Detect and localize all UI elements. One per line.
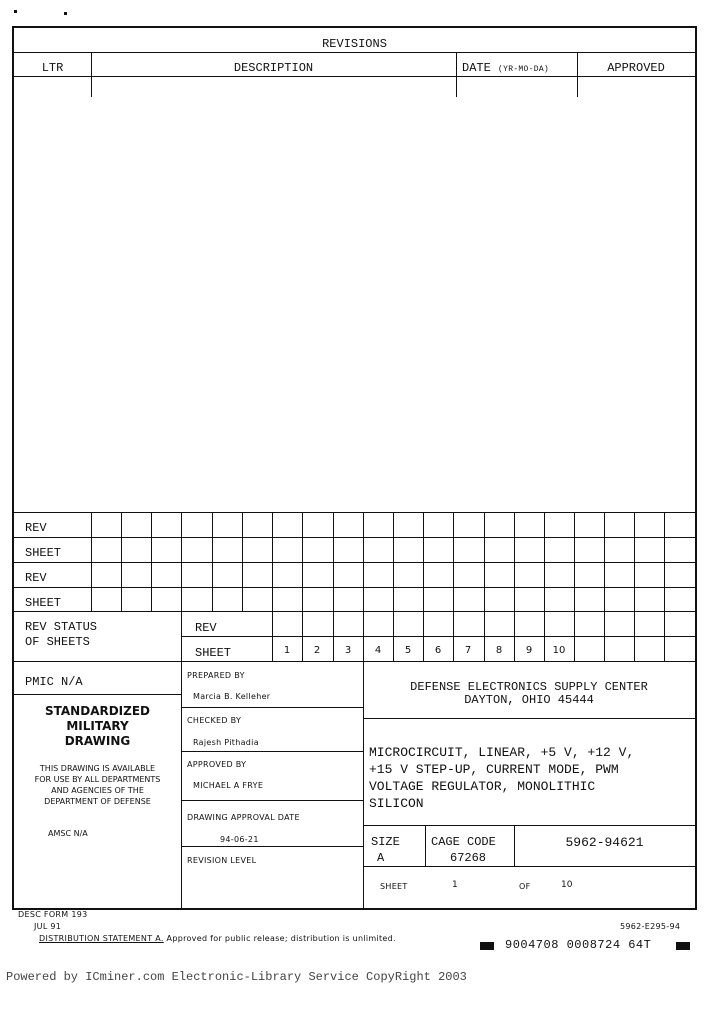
checked-label: CHECKED BY — [187, 716, 242, 725]
col-ltr: LTR — [41, 61, 64, 75]
title-line4: SILICON — [369, 796, 424, 811]
size-label: SIZE — [371, 835, 400, 849]
prepared-name: Marcia B. Kelleher — [193, 692, 271, 701]
standard-title — [14, 704, 181, 749]
agency-line1: DEFENSE ELECTRONICS SUPPLY CENTER — [410, 680, 648, 694]
avail-line2: FOR USE BY ALL DEPARTMENTS — [34, 775, 161, 784]
sheet-number: 7 — [464, 645, 472, 656]
sheet-value: 1 — [452, 880, 458, 890]
avail-line3: AND AGENCIES OF THE — [51, 786, 144, 795]
grid-row-label-sheet-2: SHEET — [25, 596, 62, 610]
sheet-number: 5 — [404, 645, 412, 656]
grid-row-label-rev-1: REV — [25, 521, 47, 535]
standard-title-line1: STANDARDIZED — [45, 704, 150, 718]
checked-name: Rajesh Pithadia — [193, 738, 259, 747]
sheet-number: 2 — [313, 645, 321, 656]
sheet-number: 8 — [495, 645, 503, 656]
sheet-number: 10 — [552, 645, 566, 656]
rev-status-sheet-label: SHEET — [195, 646, 232, 660]
cage-value: 67268 — [450, 851, 487, 865]
avail-line4: DEPARTMENT OF DEFENSE — [44, 797, 151, 806]
prepared-label: PREPARED BY — [187, 671, 245, 680]
sheet-number: 6 — [434, 645, 442, 656]
distribution-text: Approved for public release; distribution is unlimited. — [166, 934, 396, 943]
col-description: DESCRIPTION — [233, 61, 314, 75]
col-date-format: (YR-MO-DA) — [498, 65, 550, 74]
rev-status-line2: OF SHEETS — [25, 635, 90, 649]
desc-form: DESC FORM 193 — [18, 910, 88, 919]
title-line3: VOLTAGE REGULATOR, MONOLITHIC — [369, 779, 596, 794]
sheet-number: 4 — [374, 645, 382, 656]
rev-status-rev-label: REV — [195, 621, 217, 635]
grid-row-label-sheet-1: SHEET — [25, 546, 62, 560]
of-value: 10 — [561, 880, 573, 890]
revision-level-label: REVISION LEVEL — [187, 856, 257, 865]
standard-title-line2: MILITARY — [66, 719, 129, 733]
barcode-block-left — [480, 942, 494, 950]
distribution-label: DISTRIBUTION STATEMENT A. — [39, 934, 164, 943]
of-label: OF — [519, 882, 531, 891]
availability-notice — [14, 763, 181, 807]
distribution-statement — [39, 934, 396, 943]
standard-title-line3: DRAWING — [64, 734, 131, 748]
approved-label: APPROVED BY — [187, 760, 247, 769]
doc-code: 5962-E295-94 — [620, 922, 681, 931]
agency-line2: DAYTON, OHIO 45444 — [464, 693, 594, 707]
drawing-date: 94-06-21 — [220, 835, 259, 844]
barcode-block-right — [676, 942, 690, 950]
barcode-text: 9004708 0008724 64T — [505, 938, 652, 952]
drawing-date-label: DRAWING APPROVAL DATE — [187, 813, 300, 822]
grid-row-label-rev-2: REV — [25, 571, 47, 585]
scan-mark — [14, 10, 17, 13]
sheet-label: SHEET — [380, 882, 408, 891]
cage-label: CAGE CODE — [431, 835, 496, 849]
size-value: A — [377, 851, 385, 865]
col-date-label: DATE — [462, 61, 491, 75]
drawing-number: 5962-94621 — [565, 835, 644, 850]
sheet-number: 9 — [525, 645, 533, 656]
revisions-title: REVISIONS — [322, 37, 387, 51]
approved-name: MICHAEL A FRYE — [193, 781, 264, 790]
title-line2: +15 V STEP-UP, CURRENT MODE, PWM — [369, 762, 619, 777]
drawing-title — [369, 744, 634, 812]
sheet-number: 1 — [283, 645, 291, 656]
desc-form-date: JUL 91 — [34, 922, 62, 931]
title-line1: MICROCIRCUIT, LINEAR, +5 V, +12 V, — [369, 745, 635, 760]
pmic: PMIC N/A — [25, 675, 83, 689]
rev-status-line1: REV STATUS — [25, 620, 98, 634]
col-approved: APPROVED — [607, 61, 665, 75]
col-date — [462, 61, 574, 75]
avail-line1: THIS DRAWING IS AVAILABLE — [39, 764, 156, 773]
amsc: AMSC N/A — [48, 829, 88, 838]
agency — [363, 681, 695, 707]
powered-by: Powered by ICminer.com Electronic-Library Service CopyRight 2003 — [6, 970, 467, 984]
scan-mark — [64, 12, 67, 15]
sheet-number: 3 — [344, 645, 352, 656]
